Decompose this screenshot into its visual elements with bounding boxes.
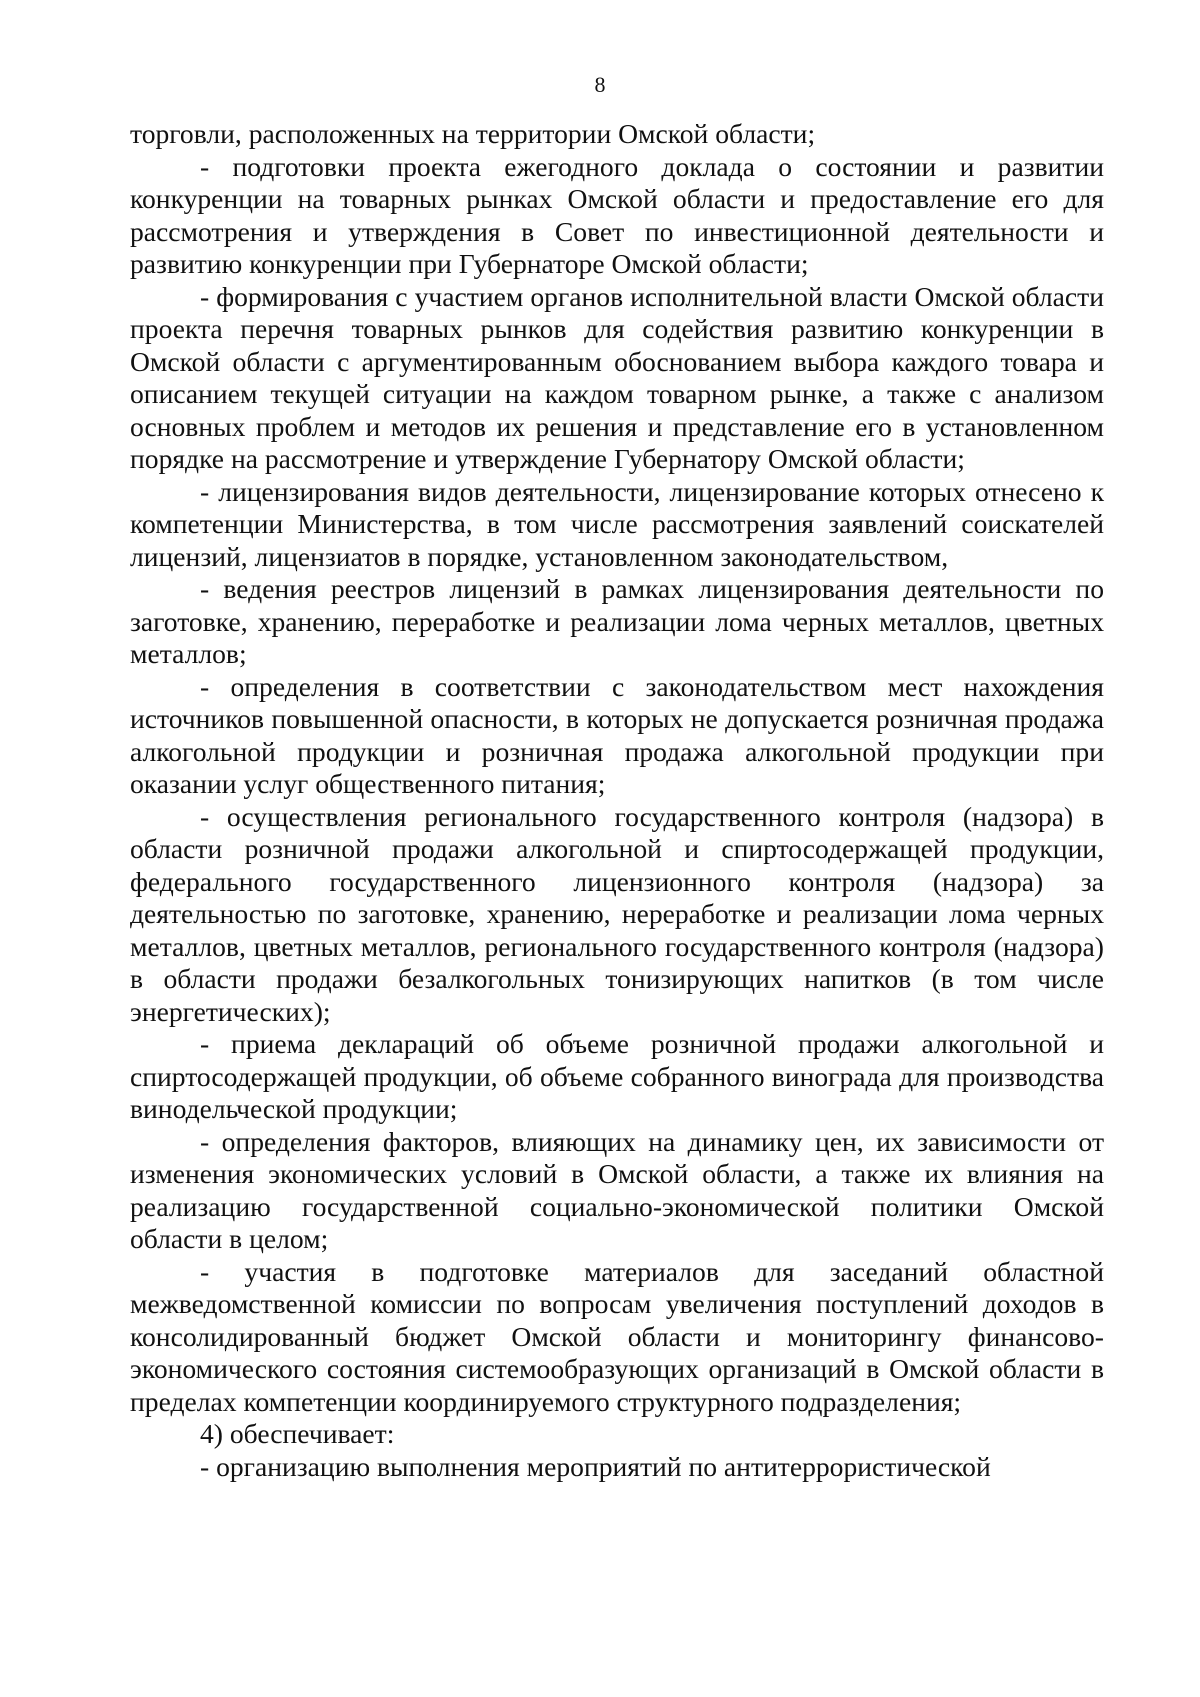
paragraph-list-item: - ведения реестров лицензий в рамках лицензирования деятельности по заготовке, хранению, переработке и реализации лома черных металлов, цветных металлов; (130, 573, 1104, 669)
paragraph-list-item: - приема деклараций об объеме розничной продажи алкогольной и спиртосодержащей продукции, об объеме собранного винограда для производства винодельческой продукции; (130, 1028, 1104, 1124)
paragraph-list-item: - подготовки проекта ежегодного доклада о состоянии и развитии конкуренции на товарных рынках Омской области и предоставление его для рассмотрения и утверждения в Совет по инвестиционной деятельности и развитию конкуренции при Губернаторе Омской области; (130, 150, 1104, 279)
page-number: 8 (594, 72, 606, 97)
paragraph-list-item: - определения в соответствии с законодательством мест нахождения источников повышенной опасности, в которых не допускается розничная продажа алкогольной продукции и розничная продажа алкогольной продукции при оказании услуг общественного питания; (130, 670, 1104, 799)
paragraph-list-item: - формирования с участием органов исполнительной власти Омской области проекта перечня товарных рынков для содействия развитию конкуренции в Омской области с аргументированным обоснованием выбора каждого товара и описанием текущей ситуации на каждом товарном рынке, а также с анализом основных проблем и методов их решения и представление его в установленном порядке на рассмотрение и утверждение Губернатору Омской области; (130, 280, 1104, 474)
paragraph-continuation: торговли, расположенных на территории Омской области; (130, 118, 816, 149)
paragraph-list-item: - организацию выполнения мероприятий по антитеррористической (200, 1450, 991, 1482)
document-body (130, 118, 1104, 1483)
paragraph-list-item: - осуществления регионального государственного контроля (надзора) в области розничной продажи алкогольной и спиртосодержащей продукции, федерального государственного лицензионного контроля (надзора) за деятельностью по заготовке, хранению, нереработке и реализации лома черных металлов, цветных металлов, регионального государственного контроля (надзора) в области продажи безалкогольных тонизирующих напитков (в том числе энергетических); (130, 800, 1104, 1027)
paragraph-list-item: - определения факторов, влияющих на динамику цен, их зависимости от изменения экономических условий в Омской области, а также их влияния на реализацию государственной социально-экономической политики Омской области в целом; (130, 1125, 1104, 1254)
paragraph-section-heading: 4) обеспечивает: (200, 1418, 395, 1449)
paragraph-list-item: - участия в подготовке материалов для заседаний областной межведомственной комиссии по вопросам увеличения поступлений доходов в консолидированный бюджет Омской области и мониторингу финансово-экономического состояния системообразующих организаций в Омской области в пределах компетенции координируемого структурного подразделения; (130, 1255, 1104, 1417)
paragraph-list-item: - лицензирования видов деятельности, лицензирование которых отнесено к компетенции Министерства, в том числе рассмотрения заявлений соискателей лицензий, лицензиатов в порядке, установленном законодательством, (130, 475, 1104, 572)
